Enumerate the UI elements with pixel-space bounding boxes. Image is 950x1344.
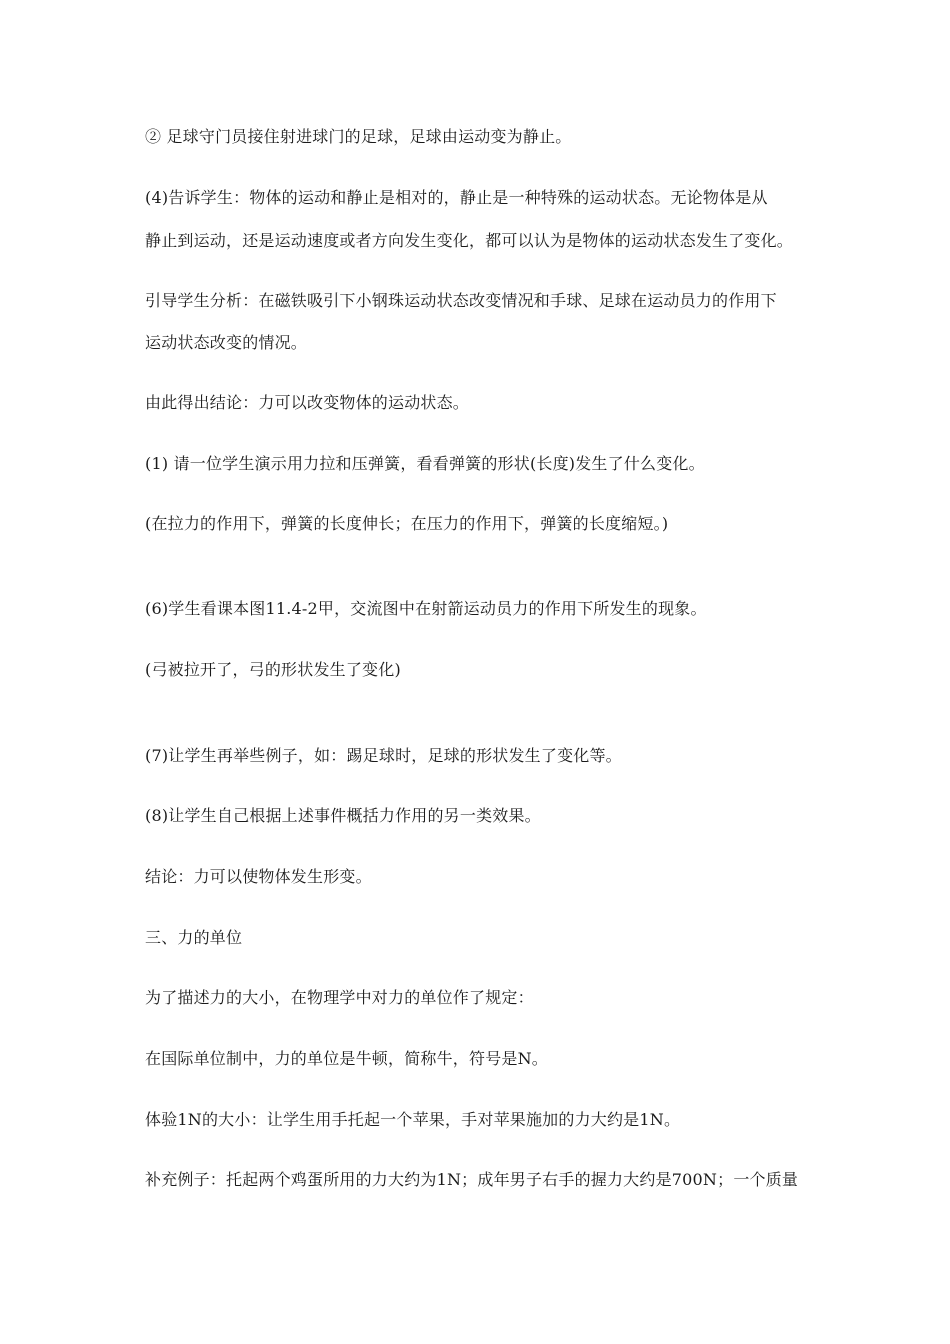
text-line: (6)学生看课本图11.4-2甲，交流图中在射箭运动员力的作用下所发生的现象。 <box>145 599 707 618</box>
text-line: (8)让学生自己根据上述事件概括力作用的另一类效果。 <box>145 806 541 825</box>
text-line: 由此得出结论：力可以改变物体的运动状态。 <box>145 393 470 412</box>
text-line: ② 足球守门员接住射进球门的足球，足球由运动变为静止。 <box>145 127 572 146</box>
text-line: 引导学生分析：在磁铁吸引下小钢珠运动状态改变情况和手球、足球在运动员力的作用下 <box>145 291 777 310</box>
text-line: (在拉力的作用下，弹簧的长度伸长；在压力的作用下，弹簧的长度缩短。) <box>145 514 669 533</box>
text-line: 体验1N的大小：让学生用手托起一个苹果，手对苹果施加的力大约是1N。 <box>145 1110 681 1129</box>
text-line: 结论：力可以使物体发生形变。 <box>145 867 372 886</box>
text-line: 静止到运动，还是运动速度或者方向发生变化，都可以认为是物体的运动状态发生了变化。 <box>145 231 794 250</box>
text-line: (4)告诉学生：物体的运动和静止是相对的，静止是一种特殊的运动状态。无论物体是从 <box>145 188 768 207</box>
text-line: 补充例子：托起两个鸡蛋所用的力大约为1N；成年男子右手的握力大约是700N；一个质量 <box>145 1170 799 1189</box>
text-line: (7)让学生再举些例子，如：踢足球时，足球的形状发生了变化等。 <box>145 746 622 765</box>
text-line: 为了描述力的大小，在物理学中对力的单位作了规定： <box>145 988 534 1007</box>
text-line: (弓被拉开了，弓的形状发生了变化) <box>145 660 401 679</box>
text-line: 在国际单位制中，力的单位是牛顿，简称牛，符号是N。 <box>145 1049 549 1068</box>
section-heading: 三、力的单位 <box>145 928 243 947</box>
text-line: (1) 请一位学生演示用力拉和压弹簧，看看弹簧的形状(长度)发生了什么变化。 <box>145 454 705 473</box>
text-line: 运动状态改变的情况。 <box>145 333 308 352</box>
